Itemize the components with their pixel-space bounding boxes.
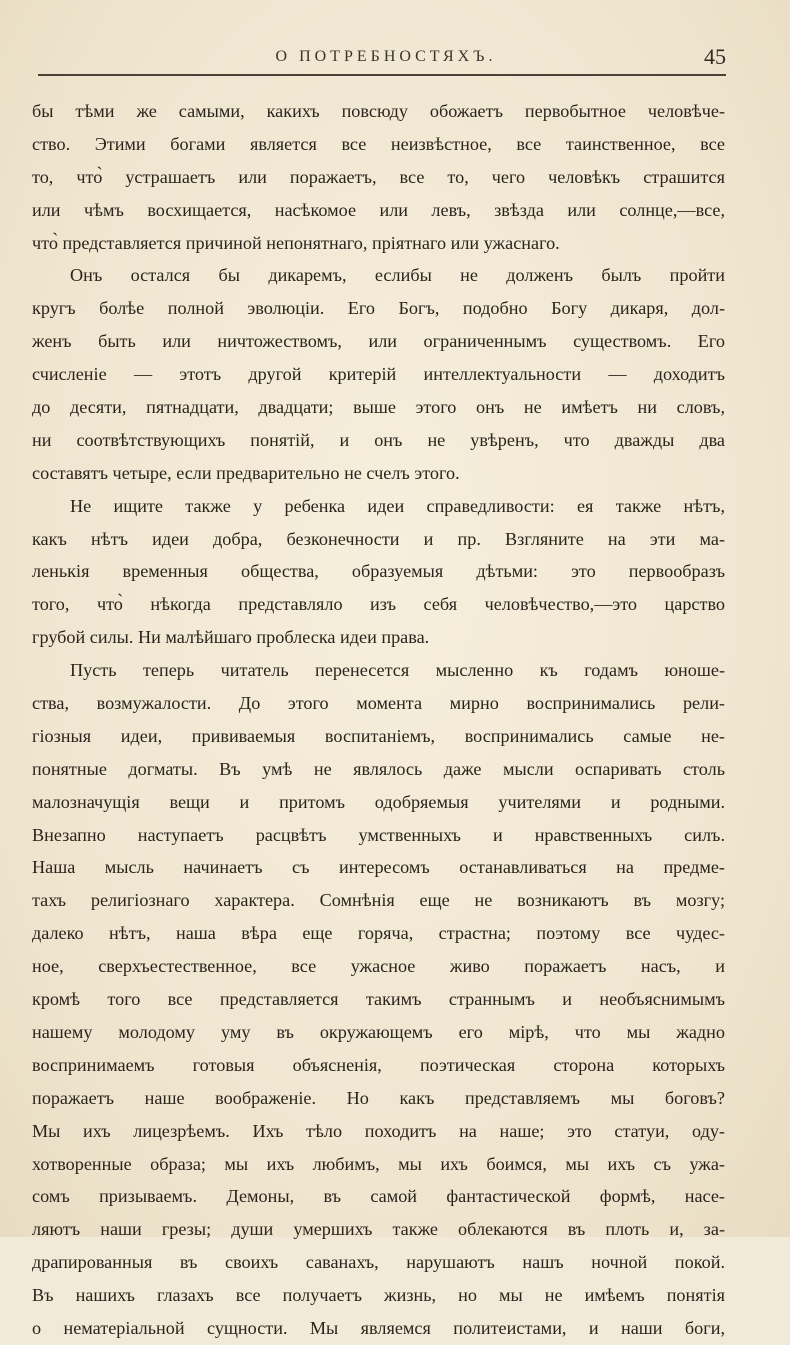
page-number: 45 (704, 44, 726, 69)
text-line: грубой силы. Ни малѣйшаго проблеска идеи права. (32, 627, 430, 648)
text-line: женъ быть или ничтожествомъ, или ограниченнымъ существомъ. Его (32, 331, 725, 352)
text-line: понятные догматы. Въ умѣ не являлось даже мысли оспаривать столь (32, 758, 725, 779)
text-line: или чѣмъ восхищается, насѣкомое или левъ, звѣзда или солнце,—все, (32, 199, 725, 220)
text-line: счисленіе — этотъ другой критерій интеллектуальности — доходитъ (32, 364, 725, 385)
text-line: воспринимаемъ готовыя объясненія, поэтическая сторона которыхъ (32, 1054, 725, 1075)
text-line: тахъ религіознаго характера. Сомнѣнія еще не возникаютъ въ мозгу; (32, 890, 725, 911)
text-line: ство. Этими богами является все неизвѣстное, все таинственное, все (32, 133, 725, 154)
text-line: какъ нѣтъ идеи добра, безконечности и пр. Взгляните на эти ма- (32, 528, 725, 549)
text-line: Внезапно наступаетъ расцвѣтъ умственныхъ и нравственныхъ силъ. (32, 824, 725, 845)
running-head (36, 44, 736, 74)
text-line: о нематеріальной сущности. Мы являемся политеистами, и наши боги, (32, 1317, 725, 1338)
text-line: далеко нѣтъ, наша вѣра еще горяча, страстна; поэтому все чудес- (32, 923, 725, 944)
text-line: Пусть теперь читатель перенесется мысленно къ годамъ юноше- (70, 660, 725, 681)
text-line: Наша мысль начинаетъ съ интересомъ останавливаться на предме- (32, 857, 725, 878)
header-rule (38, 74, 726, 76)
text-line: Мы ихъ лицезрѣемъ. Ихъ тѣло походитъ на наше; это статуи, оду- (32, 1120, 725, 1141)
text-line: что̀ представляется причиной непонятнаго, пріятнаго или ужаснаго. (32, 232, 560, 253)
text-line: того, что̀ нѣкогда представляло изъ себя человѣчество,—это царство (32, 594, 725, 615)
text-line: составятъ четыре, если предварительно не счелъ этого. (32, 462, 460, 483)
text-line: Не ищите также у ребенка идеи справедливости: ея также нѣтъ, (70, 495, 725, 516)
text-line: ляютъ наши грезы; души умершихъ также облекаются въ плоть и, за- (32, 1219, 725, 1240)
text-line: драпированныя въ своихъ саванахъ, нарушаютъ нашъ ночной покой. (32, 1252, 725, 1273)
text-line: Въ нашихъ глазахъ все получаетъ жизнь, но мы не имѣемъ понятія (32, 1285, 725, 1306)
text-line: ства, возмужалости. До этого момента мирно воспринимались рели- (32, 693, 725, 714)
running-title: О ПОТРЕБНОСТЯХЪ. (275, 48, 497, 65)
text-line: хотворенные образа; мы ихъ любимъ, мы ихъ боимся, мы ихъ съ ужа- (32, 1153, 725, 1174)
text-line: гіозныя идеи, прививаемыя воспитаніемъ, воспринимались самые не- (32, 725, 725, 746)
text-line: Онъ остался бы дикаремъ, еслибы не долженъ былъ пройти (70, 265, 725, 286)
text-line: нашему молодому уму въ окружающемъ его мірѣ, что мы жадно (32, 1021, 725, 1042)
text-line: ное, сверхъестественное, все ужасное живо поражаетъ насъ, и (32, 956, 725, 977)
text-line: до десяти, пятнадцати, двадцати; выше этого онъ не имѣетъ ни словъ, (32, 397, 725, 418)
text-line: малозначущія вещи и притомъ одобряемыя учителями и родными. (32, 791, 725, 812)
text-line: то, что̀ устрашаетъ или поражаетъ, все то, чего человѣкъ страшится (32, 166, 725, 187)
body-text (32, 95, 725, 1345)
text-line: бы тѣми же самыми, какихъ повсюду обожаетъ первобытное человѣче- (32, 101, 725, 121)
text-line: кругъ болѣе полной эволюціи. Его Богъ, подобно Богу дикаря, дол- (32, 298, 725, 319)
text-line: поражаетъ наше воображеніе. Но какъ представляемъ мы боговъ? (32, 1087, 725, 1108)
text-line: сомъ призываемъ. Демоны, въ самой фантастической формѣ, насе- (32, 1186, 725, 1207)
text-line: ленькія временныя общества, образуемыя дѣтьми: это первообразъ (32, 561, 725, 582)
text-line: ни соотвѣтствующихъ понятій, и онъ не увѣренъ, что дважды два (32, 429, 725, 450)
text-line: кромѣ того все представляется такимъ страннымъ и необъяснимымъ (32, 989, 725, 1010)
